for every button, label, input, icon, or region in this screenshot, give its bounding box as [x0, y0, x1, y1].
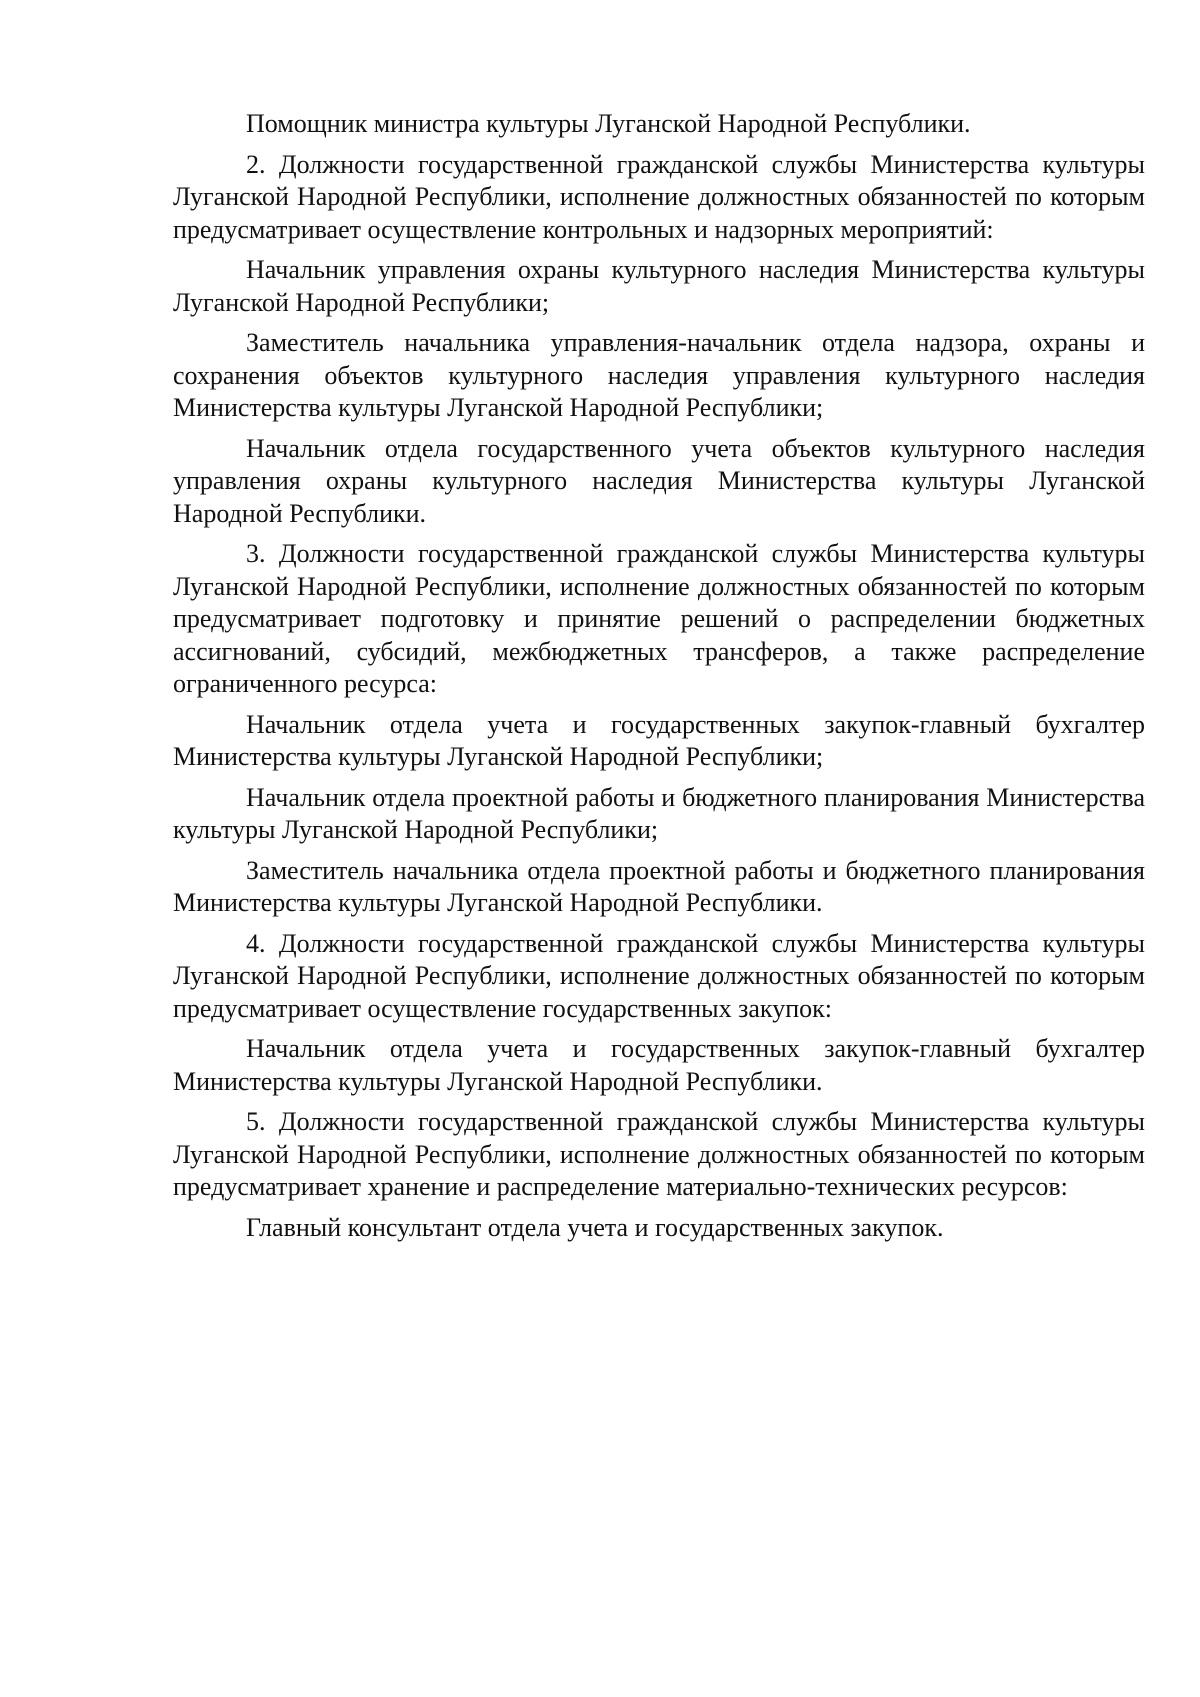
- document-body: [173, 108, 1145, 1252]
- paragraph-section-4-heading: 4. Должности государственной гражданской службы Министерства культуры Луганской Народной Республики, исполнение должностных обязанностей по которым предусматривает осуществление государственных закупок:: [173, 928, 1145, 1023]
- paragraph-chief-consultant: Главный консультант отдела учета и государственных закупок.: [246, 1212, 944, 1242]
- paragraph-deputy-head-supervision: Заместитель начальника управления-начальник отдела надзора, охраны и сохранения объектов культурного наследия управления культурного наследия Министерства культуры Луганской Народной Республики;: [173, 328, 1145, 422]
- paragraph-section-3-heading: 3. Должности государственной гражданской службы Министерства культуры Луганской Народной Республики, исполнение должностных обязанностей по которым предусматривает подготовку и принятие решений о распределении бюджетных ассигнований, субсидий, межбюджетных трансферов, а также распределение ограниченного ресурса:: [173, 539, 1145, 698]
- paragraph-budget-planning-deputy: Заместитель начальника отдела проектной работы и бюджетного планирования Министерства культуры Луганской Народной Республики.: [173, 855, 1145, 917]
- paragraph-budget-planning-head: Начальник отдела проектной работы и бюджетного планирования Министерства культуры Луганской Народной Республики;: [173, 782, 1145, 844]
- paragraph-heritage-protection-head: Начальник управления охраны культурного наследия Министерства культуры Луганской Народной Республики;: [173, 255, 1145, 317]
- paragraph-section-2-heading: 2. Должности государственной гражданской службы Министерства культуры Луганской Народной Республики, исполнение должностных обязанностей по которым предусматривает осуществление контрольных и надзорных мероприятий:: [173, 149, 1145, 244]
- paragraph-assistant-minister: Помощник министра культуры Луганской Народной Республики.: [246, 109, 971, 138]
- paragraph-chief-accountant: Начальник отдела учета и государственных закупок-главный бухгалтер Министерства культуры Луганской Народной Республики;: [173, 709, 1145, 771]
- paragraph-state-registry-head: Начальник отдела государственного учета объектов культурного наследия управления охраны культурного наследия Министерства культуры Луганской Народной Республики.: [173, 433, 1145, 528]
- paragraph-section-5-heading: 5. Должности государственной гражданской службы Министерства культуры Луганской Народной Республики, исполнение должностных обязанностей по которым предусматривает хранение и распределение материально-технических ресурсов:: [173, 1107, 1145, 1201]
- paragraph-chief-accountant-procurement: Начальник отдела учета и государственных закупок-главный бухгалтер Министерства культуры Луганской Народной Республики.: [173, 1034, 1145, 1096]
